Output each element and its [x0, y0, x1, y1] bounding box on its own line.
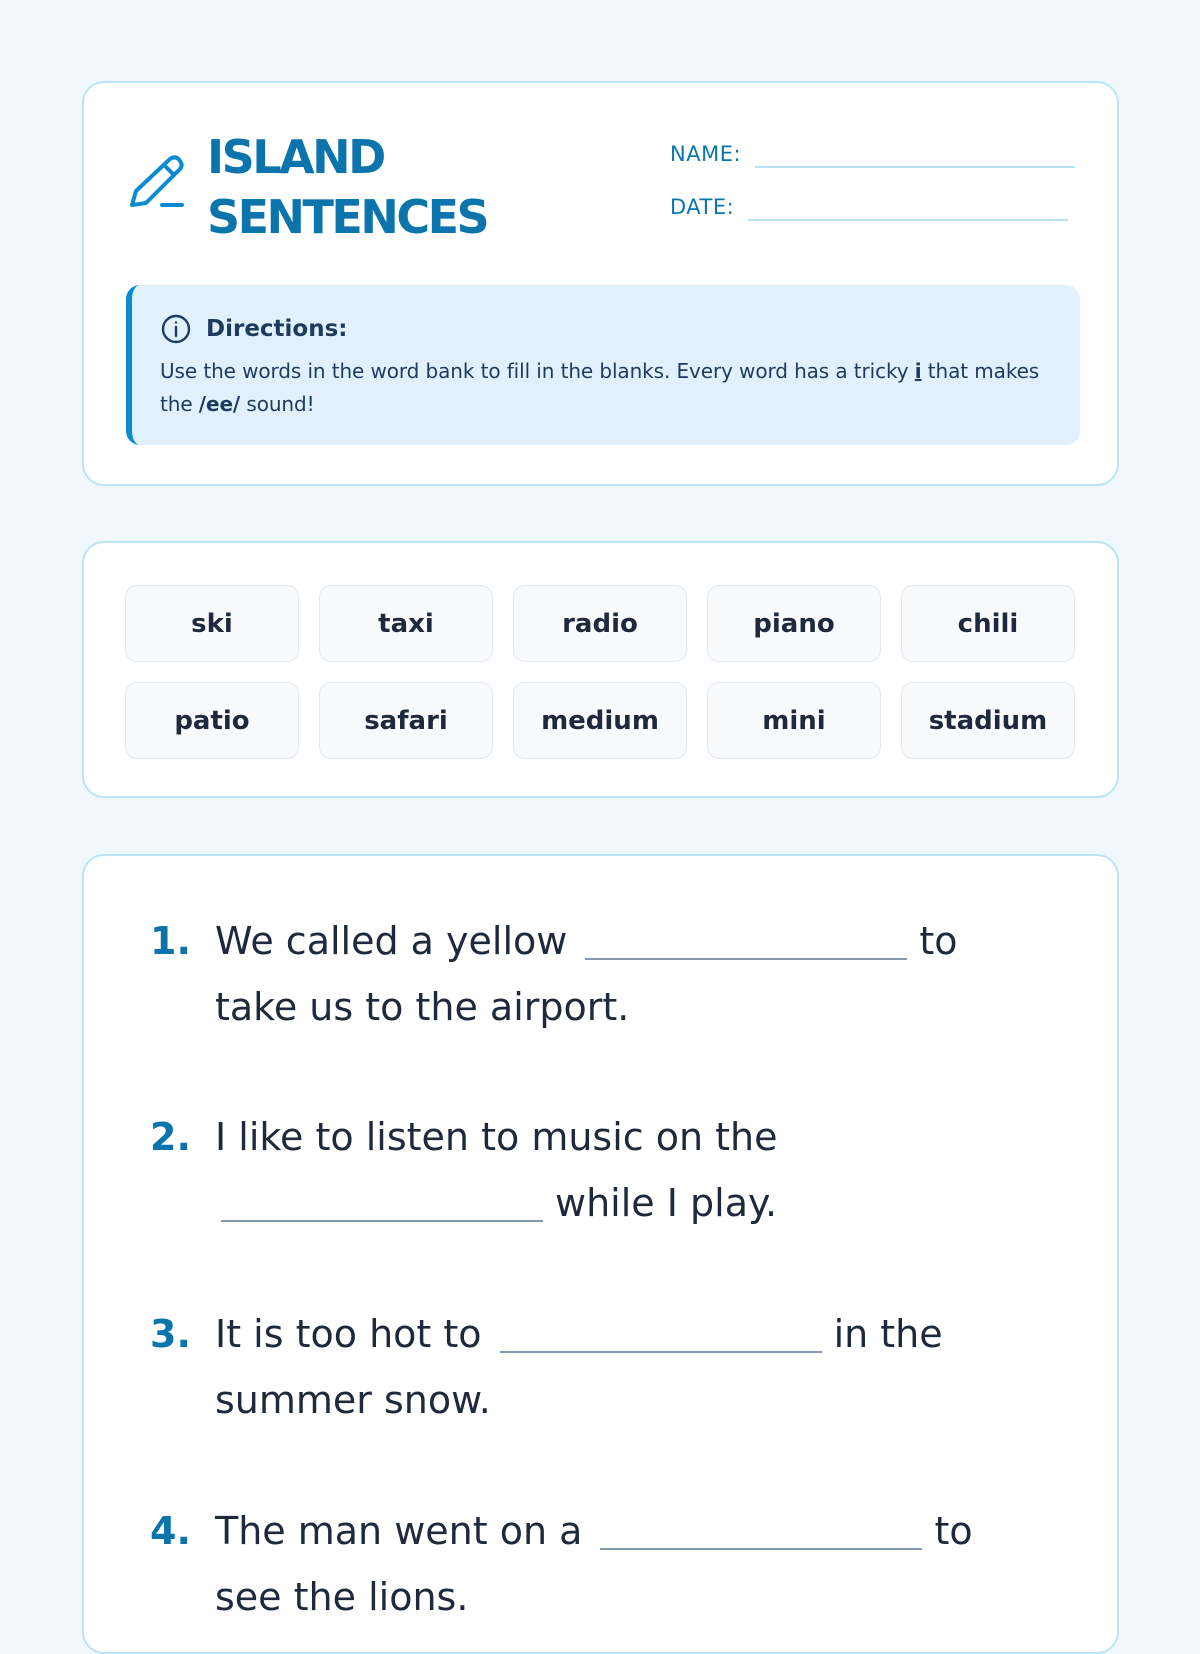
- word-chip-piano[interactable]: piano: [707, 585, 881, 662]
- pencil-icon: [126, 153, 188, 217]
- sentence-before: It is too hot to: [215, 1312, 482, 1356]
- word-chip-mini[interactable]: mini: [707, 682, 881, 759]
- directions-text-part1: Use the words in the word bank to fill in the blanks. Every word has a tricky: [160, 359, 915, 383]
- sentence-1: [150, 908, 1050, 1040]
- sound-text: /ee/: [198, 392, 241, 416]
- sentence-number: 3.: [150, 1312, 191, 1356]
- sentence-body: [215, 908, 1050, 1040]
- name-label: NAME:: [670, 142, 742, 166]
- sentence-body: [215, 1498, 1050, 1630]
- answer-blank[interactable]: [585, 958, 907, 960]
- sentence-number: 4.: [150, 1509, 191, 1553]
- directions-title: Directions:: [206, 316, 348, 342]
- word-chip-chili[interactable]: chili: [901, 585, 1075, 662]
- name-line[interactable]: [755, 166, 1075, 168]
- sentence-2: [150, 1104, 1050, 1236]
- sentence-before: The man went on a: [215, 1509, 583, 1553]
- word-bank-card: [82, 541, 1119, 798]
- word-chip-ski[interactable]: ski: [125, 585, 299, 662]
- date-line[interactable]: [748, 219, 1068, 221]
- sentence-body: [215, 1301, 1050, 1433]
- sentence-after: in the summer snow.: [215, 1312, 943, 1422]
- answer-blank[interactable]: [500, 1351, 822, 1353]
- name-field[interactable]: [670, 142, 1075, 166]
- word-bank-grid: [125, 585, 1075, 759]
- answer-blank[interactable]: [600, 1548, 922, 1550]
- page-title: [207, 127, 487, 247]
- directions-box: [126, 285, 1080, 445]
- directions-text-part2: that makes the: [160, 359, 1040, 416]
- directions-header: [160, 313, 1050, 345]
- answer-blank[interactable]: [221, 1220, 543, 1222]
- date-label: DATE:: [670, 195, 735, 219]
- title-line-2: SENTENCES: [207, 190, 488, 244]
- sentence-3: [150, 1301, 1050, 1433]
- sentence-body: [215, 1104, 1050, 1236]
- word-chip-stadium[interactable]: stadium: [901, 682, 1075, 759]
- date-field[interactable]: [670, 195, 1068, 219]
- info-icon: [160, 313, 192, 345]
- word-chip-safari[interactable]: safari: [319, 682, 493, 759]
- sentences-card: [82, 854, 1119, 1654]
- sentence-number: 2.: [150, 1115, 191, 1159]
- sentence-after: to see the lions.: [215, 1509, 973, 1619]
- directions-text: [160, 355, 1050, 421]
- word-chip-radio[interactable]: radio: [513, 585, 687, 662]
- sentence-before: I like to listen to music on the: [215, 1115, 778, 1159]
- directions-text-part3: sound!: [240, 392, 315, 416]
- tricky-letter: i: [914, 359, 922, 383]
- sentence-after: while I play.: [555, 1181, 778, 1225]
- sentence-after: to take us to the airport.: [215, 919, 958, 1029]
- sentence-number: 1.: [150, 919, 191, 963]
- sentence-4: [150, 1498, 1050, 1630]
- title-line-1: ISLAND: [207, 130, 384, 184]
- word-chip-taxi[interactable]: taxi: [319, 585, 493, 662]
- word-chip-patio[interactable]: patio: [125, 682, 299, 759]
- header-card: [82, 81, 1119, 486]
- word-chip-medium[interactable]: medium: [513, 682, 687, 759]
- sentence-before: We called a yellow: [215, 919, 568, 963]
